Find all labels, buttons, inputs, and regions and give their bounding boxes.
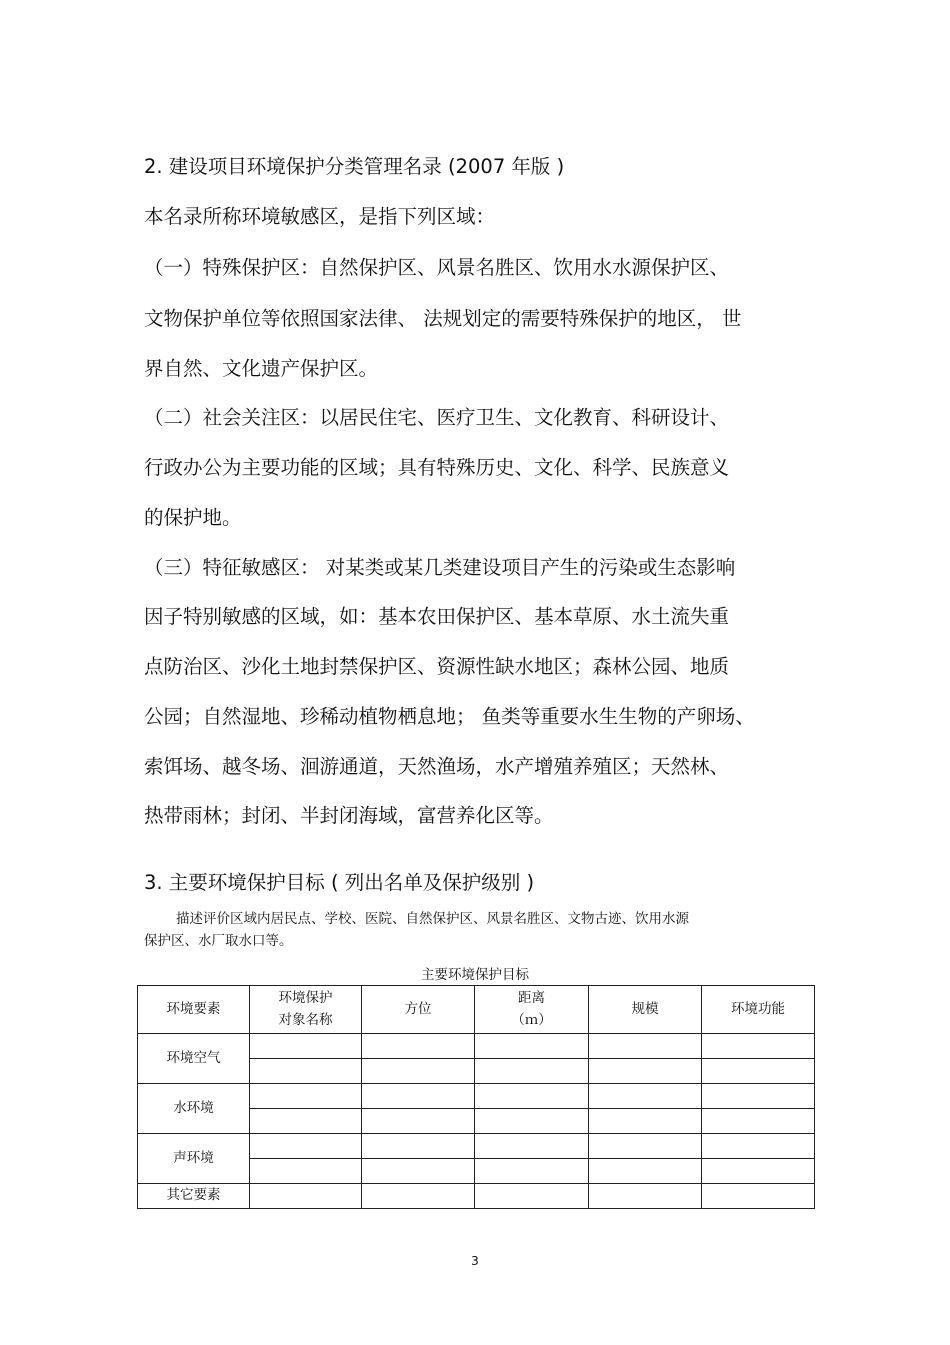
- header-label: 环境保护: [278, 989, 333, 1006]
- header-label: 距离: [518, 989, 545, 1006]
- table-cell: [589, 1059, 702, 1084]
- header-cell: [702, 986, 815, 1034]
- table-cell: [702, 1084, 815, 1109]
- group-label-cell: 水环境: [138, 1084, 250, 1134]
- header-label: 规模: [631, 1000, 659, 1017]
- body-line: 点防治区、沙化土地封禁保护区、资源性缺水地区；森林公园、地质: [144, 655, 730, 678]
- group-label-cell: 环境空气: [138, 1034, 250, 1084]
- body-line: 的保护地。: [144, 506, 242, 529]
- table-cell: [362, 1109, 475, 1134]
- body-line: 公园；自然湿地、珍稀动植物栖息地； 鱼类等重要水生生物的产卵场、: [144, 705, 755, 728]
- table-cell: [475, 1034, 589, 1059]
- body-line: （三）特征敏感区： 对某类或某几类建设项目产生的污染或生态影响: [144, 556, 736, 579]
- body-line: 本名录所称环境敏感区，是指下列区域：: [144, 205, 496, 228]
- header-label: （ｍ）: [511, 1011, 552, 1028]
- protection-targets-table: [137, 985, 815, 1209]
- table-cell: [362, 1134, 475, 1159]
- table-cell: [362, 1059, 475, 1084]
- table-cell: [702, 1184, 815, 1209]
- table-cell: [589, 1084, 702, 1109]
- table-cell: [475, 1159, 589, 1184]
- table-cell: [702, 1034, 815, 1059]
- table-caption: 主要环境保护目标: [421, 967, 529, 983]
- table-header-row: [138, 986, 815, 1034]
- section-3-heading: 3. 主要环境保护目标 ( 列出名单及保护级别 ): [144, 871, 535, 894]
- table-cell: [250, 1184, 362, 1209]
- table-cell: [589, 1034, 702, 1059]
- header-label: 环境功能: [731, 1000, 785, 1017]
- body-line: 文物保护单位等依照国家法律、 法规划定的需要特殊保护的地区， 世: [144, 307, 742, 330]
- table-cell: [475, 1059, 589, 1084]
- body-line: （二）社会关注区：以居民住宅、医疗卫生、文化教育、科研设计、: [144, 406, 730, 429]
- table-row: [138, 1184, 815, 1209]
- table-cell: [589, 1184, 702, 1209]
- header-label: 方位: [404, 1000, 432, 1017]
- table-cell: [362, 1159, 475, 1184]
- table-cell: [702, 1159, 815, 1184]
- table-cell: [589, 1159, 702, 1184]
- table-cell: [362, 1034, 475, 1059]
- table-cell: [250, 1159, 362, 1184]
- header-cell: [589, 986, 702, 1034]
- table-cell: [702, 1109, 815, 1134]
- table-row: [138, 1134, 815, 1159]
- section-3-desc-line: 描述评价区域内居民点、学校、医院、自然保护区、风景名胜区、文物古迹、饮用水源: [176, 911, 689, 927]
- body-line: 因子特别敏感的区域，如：基本农田保护区、基本草原、水土流失重: [144, 605, 730, 628]
- table-cell: [362, 1184, 475, 1209]
- table-row: [138, 1084, 815, 1109]
- table-cell: [362, 1084, 475, 1109]
- table-cell: [702, 1134, 815, 1159]
- page-number: 3: [471, 1254, 479, 1268]
- header-cell: [138, 986, 250, 1034]
- table-cell: [475, 1134, 589, 1159]
- group-label-cell: 其它要素: [138, 1184, 250, 1209]
- table-cell: [250, 1059, 362, 1084]
- table-cell: [475, 1184, 589, 1209]
- body-line: （一）特殊保护区：自然保护区、风景名胜区、饮用水水源保护区、: [144, 256, 730, 279]
- group-label-cell: 声环境: [138, 1134, 250, 1184]
- header-label: 对象名称: [278, 1011, 333, 1028]
- table-cell: [702, 1059, 815, 1084]
- header-cell: [475, 986, 589, 1034]
- table-cell: [250, 1034, 362, 1059]
- header-cell: [362, 986, 475, 1034]
- table-cell: [475, 1084, 589, 1109]
- table-cell: [250, 1084, 362, 1109]
- section-3-desc-line: 保护区、水厂取水口等。: [144, 933, 293, 949]
- table-cell: [589, 1109, 702, 1134]
- body-line: 索饵场、越冬场、洄游通道，天然渔场，水产增殖养殖区；天然林、: [144, 755, 730, 778]
- body-line: 行政办公为主要功能的区域；具有特殊历史、文化、科学、民族意义: [144, 456, 730, 479]
- section-2-heading: 2. 建设项目环境保护分类管理名录 (2007 年版 ): [144, 155, 565, 178]
- header-cell: [250, 986, 362, 1034]
- body-line: 热带雨林；封闭、半封闭海域，富营养化区等。: [144, 804, 554, 827]
- table-cell: [589, 1134, 702, 1159]
- table-row: [138, 1034, 815, 1059]
- body-line: 界自然、文化遗产保护区。: [144, 357, 379, 380]
- table-cell: [250, 1109, 362, 1134]
- table-cell: [250, 1134, 362, 1159]
- table-cell: [475, 1109, 589, 1134]
- header-label: 环境要素: [166, 1000, 221, 1017]
